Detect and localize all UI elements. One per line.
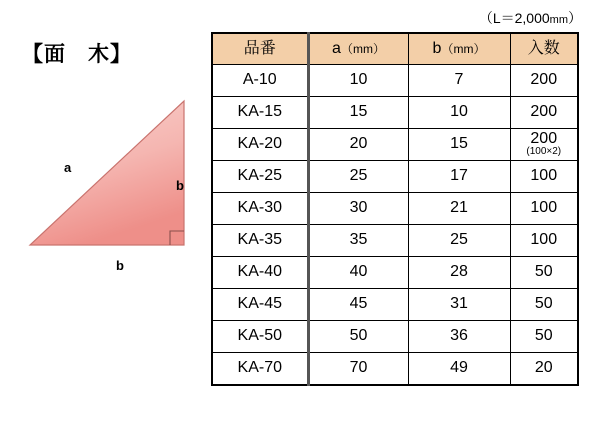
cell-qty: 100 <box>510 161 578 193</box>
table-row <box>212 97 578 129</box>
column-header-part: 品番 <box>212 33 308 65</box>
table-row <box>212 129 578 161</box>
cell-qty: 200 <box>510 97 578 129</box>
column-header-b <box>408 33 510 65</box>
cell-qty: 50 <box>510 289 578 321</box>
cell-part: KA-40 <box>212 257 308 289</box>
cell-b: 10 <box>408 97 510 129</box>
cell-part: KA-50 <box>212 321 308 353</box>
figure-panel <box>0 0 210 430</box>
table-row <box>212 321 578 353</box>
column-header-a <box>308 33 408 65</box>
triangle-shape-icon <box>18 95 198 270</box>
page-title: 【面 木】 <box>22 43 132 66</box>
triangle-label-a: a <box>64 160 72 175</box>
length-note-unit: mm <box>549 14 568 26</box>
cell-a: 45 <box>308 289 408 321</box>
cell-b: 36 <box>408 321 510 353</box>
length-note-prefix: （L＝2,000 <box>478 10 550 26</box>
spec-table <box>211 32 579 386</box>
cell-b: 21 <box>408 193 510 225</box>
cell-qty: 100 <box>510 193 578 225</box>
table-row <box>212 65 578 97</box>
cell-qty: 200 <box>510 65 578 97</box>
cell-part: KA-35 <box>212 225 308 257</box>
column-header-qty: 入数 <box>510 33 578 65</box>
column-header-a-label: a <box>332 39 341 57</box>
triangle-label-b-horizontal: b <box>116 258 124 273</box>
cell-a: 40 <box>308 257 408 289</box>
cell-a: 70 <box>308 353 408 386</box>
length-note-suffix: ） <box>568 10 582 26</box>
cell-a: 15 <box>308 97 408 129</box>
cell-qty: 20 <box>510 353 578 386</box>
length-note <box>479 8 582 28</box>
cell-a: 20 <box>308 129 408 161</box>
cell-part: KA-15 <box>212 97 308 129</box>
triangle-diagram <box>18 95 198 270</box>
cell-b: 28 <box>408 257 510 289</box>
table-body <box>212 65 578 386</box>
cell-a: 50 <box>308 321 408 353</box>
table-row <box>212 225 578 257</box>
cell-qty: 50 <box>510 321 578 353</box>
column-header-b-unit: （mm） <box>441 41 486 56</box>
table-row <box>212 289 578 321</box>
cell-part: KA-25 <box>212 161 308 193</box>
cell-qty-sub: (100×2) <box>526 146 562 158</box>
cell-part: KA-45 <box>212 289 308 321</box>
cell-part: KA-70 <box>212 353 308 386</box>
triangle-label-b-vertical: b <box>176 178 184 193</box>
table-row <box>212 161 578 193</box>
table-row <box>212 193 578 225</box>
cell-a: 35 <box>308 225 408 257</box>
cell-part: KA-30 <box>212 193 308 225</box>
cell-qty: 50 <box>510 257 578 289</box>
table-header-row <box>212 33 578 65</box>
cell-part: KA-20 <box>212 129 308 161</box>
cell-b: 49 <box>408 353 510 386</box>
cell-a: 10 <box>308 65 408 97</box>
cell-a: 25 <box>308 161 408 193</box>
cell-a: 30 <box>308 193 408 225</box>
cell-qty: 100 <box>510 225 578 257</box>
table-row <box>212 353 578 386</box>
cell-part: A-10 <box>212 65 308 97</box>
cell-b: 31 <box>408 289 510 321</box>
table-row <box>212 257 578 289</box>
cell-b: 15 <box>408 129 510 161</box>
cell-qty <box>510 129 578 161</box>
cell-b: 7 <box>408 65 510 97</box>
cell-b: 17 <box>408 161 510 193</box>
cell-qty-main: 200 <box>530 130 558 148</box>
spec-table-container <box>211 32 579 386</box>
cell-b: 25 <box>408 225 510 257</box>
column-header-a-unit: （mm） <box>340 41 385 56</box>
column-header-b-label: b <box>432 39 442 57</box>
